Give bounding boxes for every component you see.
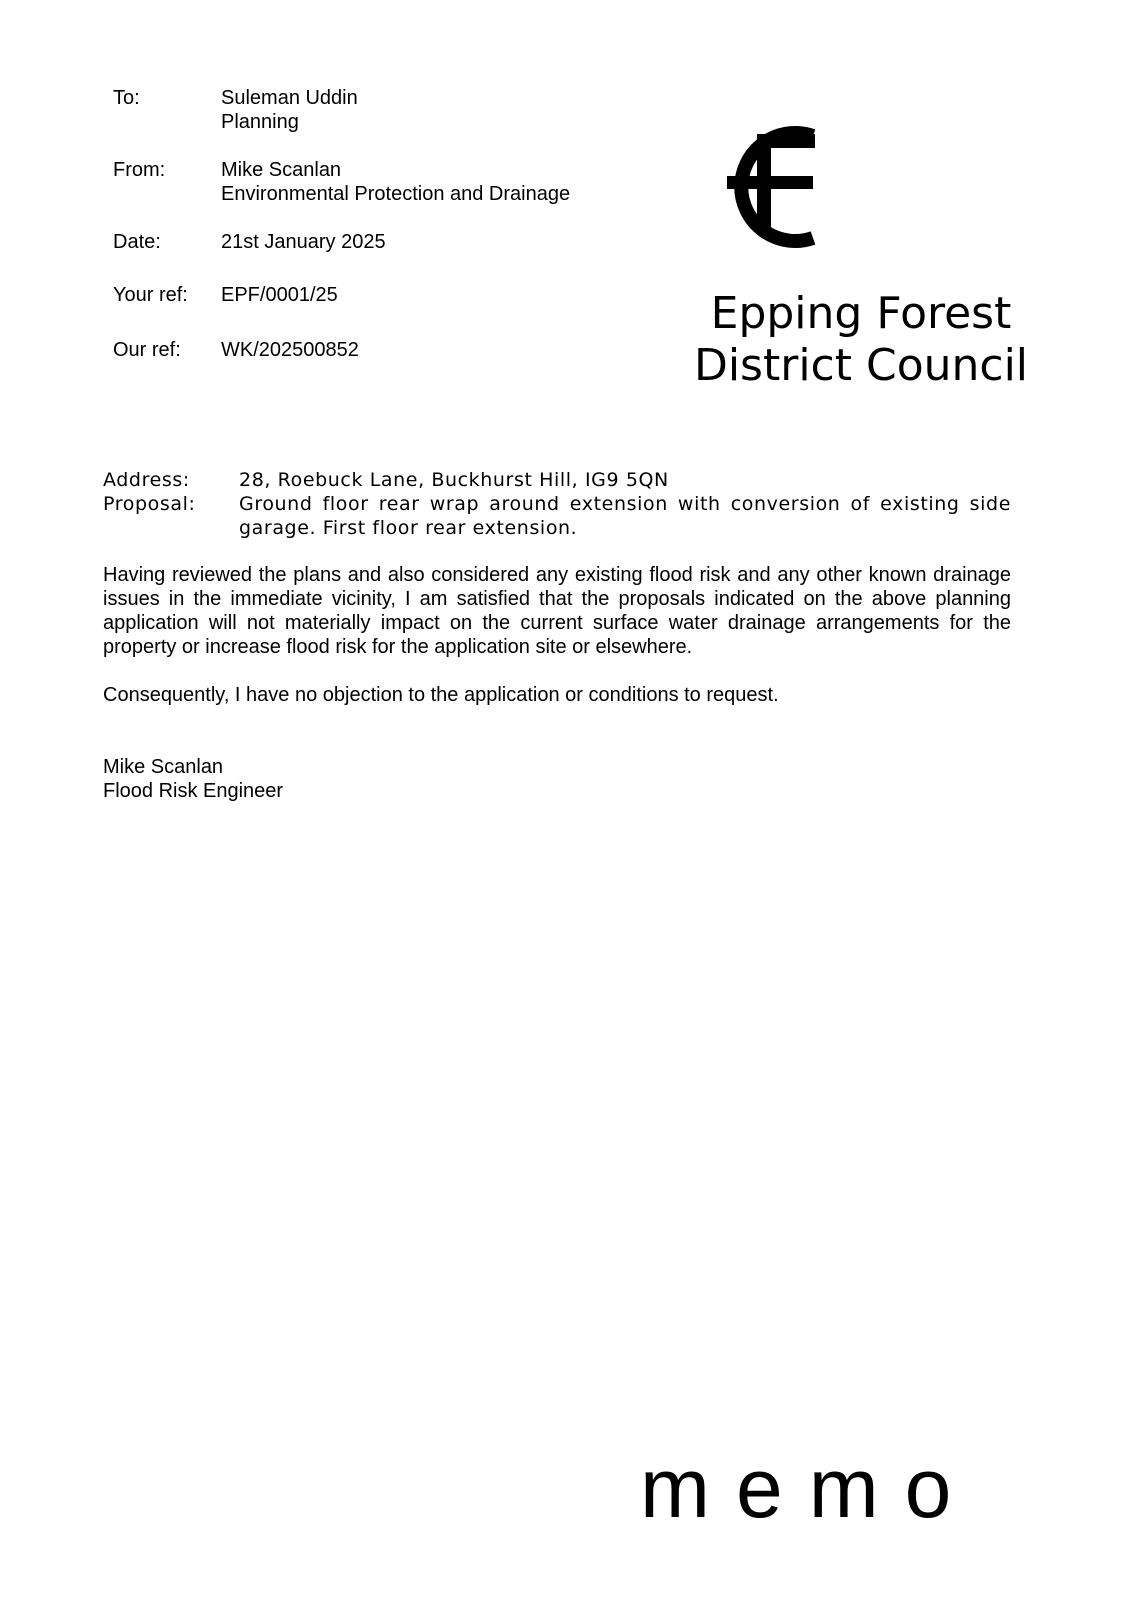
body-paragraph-conclusion: Consequently, I have no objection to the application or conditions to request. [103, 684, 779, 706]
signature-title: Flood Risk Engineer [103, 780, 284, 802]
organization-name [682, 288, 1040, 392]
date-label: Date: [113, 231, 161, 253]
from-department: Environmental Protection and Drainage [221, 183, 571, 205]
from-name: Mike Scanlan [221, 159, 342, 181]
proposal-label: Proposal: [103, 493, 196, 515]
to-department: Planning [221, 111, 299, 133]
date-value: 21st January 2025 [221, 231, 386, 253]
body-paragraph-assessment: Having reviewed the plans and also considered any existing flood risk and any other known drainage issues in the immediate vicinity, I am satisfied that the proposals indicated on the above planning application will not materially impact on the current surface water drainage arrangements for the property or increase flood risk for the application site or elsewhere. [103, 564, 1011, 658]
signature-name: Mike Scanlan [103, 756, 224, 778]
your-ref-value: EPF/0001/25 [221, 284, 338, 306]
epping-forest-ef-logo-icon [713, 116, 833, 256]
proposal-value: Ground floor rear wrap around extension with conversion of existing side garage. First floor rear extension. [239, 493, 1011, 539]
organization-name-line1: Epping Forest [710, 288, 1012, 339]
from-label: From: [113, 159, 166, 181]
your-ref-label: Your ref: [113, 284, 188, 306]
to-name: Suleman Uddin [221, 87, 358, 109]
address-value: 28, Roebuck Lane, Buckhurst Hill, IG9 5QN [239, 469, 669, 491]
our-ref-label: Our ref: [113, 339, 181, 361]
organization-name-line2: District Council [693, 340, 1029, 391]
address-label: Address: [103, 469, 190, 491]
memo-footer: memo [640, 1441, 978, 1535]
our-ref-value: WK/202500852 [221, 339, 359, 361]
to-label: To: [113, 87, 140, 109]
